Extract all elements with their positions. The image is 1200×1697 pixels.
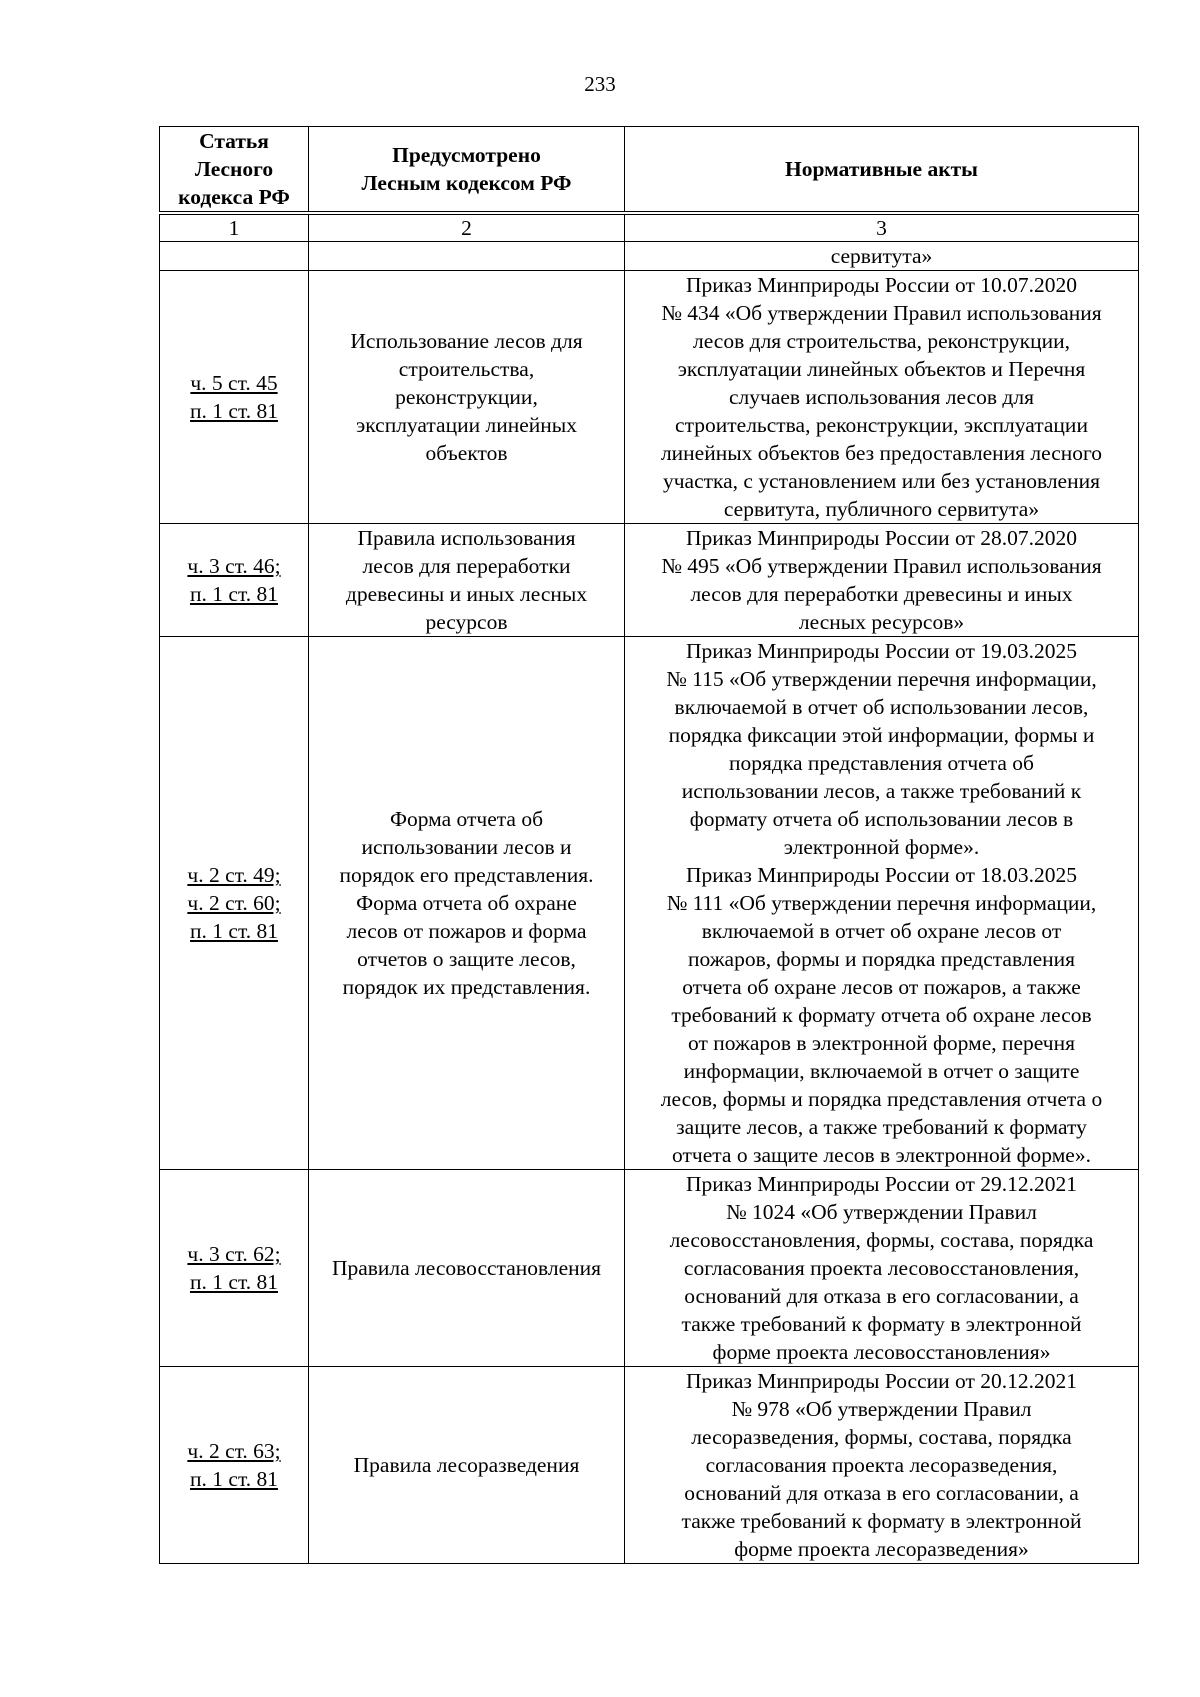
table-row: [160, 242, 1139, 271]
normative-act-text: Приказ Минприроды России от 19.03.2025 № 115 «Об утверждении перечня информации, включаемой в отчет об использовании лесов, порядка фиксации этой информации, формы и порядка представления отчета об использовании лесов, а также требований к формату отчета об использовании лесов в электронной форме». Приказ Минприроды России от 18.03.2025 № 111 «Об утверждении перечня информации, включаемой в отчет об охране лесов от пожаров, формы и порядка представления отчета об охране лесов от пожаров, а также требований к формату отчета об охране лесов от пожаров в электронной форме, перечня информации, включаемой в отчет о защите лесов, формы и порядка представления отчета о защите лесов, а также требований к формату отчета о защите лесов в электронной форме».: [625, 637, 1139, 1170]
provision-text: Правила использования лесов для переработки древесины и иных лесных ресурсов: [309, 524, 625, 637]
column-number: 2: [309, 213, 625, 242]
normative-act-text: сервитута»: [625, 242, 1139, 271]
table-row: [160, 1170, 1139, 1367]
page-number: 233: [584, 72, 616, 96]
table-header-row: [160, 127, 1139, 214]
article-references: [160, 637, 309, 1170]
table-row: [160, 524, 1139, 637]
provision-text: [309, 242, 625, 271]
column-number-row: [160, 213, 1139, 242]
article-link[interactable]: п. 1 ст. 81: [190, 1270, 278, 1294]
provision-text: Правила лесовосстановления: [309, 1170, 625, 1367]
provision-text: Форма отчета об использовании лесов и порядок его представления. Форма отчета об охране лесов от пожаров и форма отчетов о защите лесов, порядок их представления.: [309, 637, 625, 1170]
normative-act-text: Приказ Минприроды России от 28.07.2020 № 495 «Об утверждении Правил использования лесов для переработки древесины и иных лесных ресурсов»: [625, 524, 1139, 637]
provision-text: Использование лесов для строительства, реконструкции, эксплуатации линейных объектов: [309, 271, 625, 524]
article-references: [160, 1367, 309, 1564]
table-row: [160, 271, 1139, 524]
column-number: 3: [625, 213, 1139, 242]
header-article: Статья Лесного кодекса РФ: [160, 127, 309, 214]
provision-text: Правила лесоразведения: [309, 1367, 625, 1564]
normative-act-text: Приказ Минприроды России от 20.12.2021 № 978 «Об утверждении Правил лесоразведения, формы, состава, порядка согласования проекта лесоразведения, оснований для отказа в его согласовании, а также требований к формату в электронной форме проекта лесоразведения»: [625, 1367, 1139, 1564]
header-normative-acts: Нормативные акты: [625, 127, 1139, 214]
article-references: [160, 524, 309, 637]
normative-act-text: Приказ Минприроды России от 29.12.2021 № 1024 «Об утверждении Правил лесовосстановления, формы, состава, порядка согласования проекта лесовосстановления, оснований для отказа в его согласовании, а также требований к формату в электронной форме проекта лесовосстановления»: [625, 1170, 1139, 1367]
normative-act-text: Приказ Минприроды России от 10.07.2020 № 434 «Об утверждении Правил использования лесов для строительства, реконструкции, эксплуатации линейных объектов и Перечня случаев использования лесов для строительства, реконструкции, эксплуатации линейных объектов без предоставления лесного участка, с установлением или без установления сервитута, публичного сервитута»: [625, 271, 1139, 524]
article-link[interactable]: ч. 2 ст. 60;: [187, 891, 281, 915]
article-link[interactable]: п. 1 ст. 81: [190, 582, 278, 606]
article-link[interactable]: ч. 3 ст. 46;: [187, 554, 281, 578]
normative-acts-table: [159, 126, 1139, 1564]
column-number: 1: [160, 213, 309, 242]
header-provision: Предусмотрено Лесным кодексом РФ: [309, 127, 625, 214]
article-link[interactable]: ч. 2 ст. 49;: [187, 863, 281, 887]
table-row: [160, 637, 1139, 1170]
article-references: [160, 271, 309, 524]
article-link[interactable]: ч. 3 ст. 62;: [187, 1242, 281, 1266]
article-link[interactable]: п. 1 ст. 81: [190, 399, 278, 423]
article-link[interactable]: ч. 2 ст. 63;: [187, 1439, 281, 1463]
article-link[interactable]: п. 1 ст. 81: [190, 919, 278, 943]
article-references: [160, 242, 309, 271]
article-link[interactable]: п. 1 ст. 81: [190, 1467, 278, 1491]
table-row: [160, 1367, 1139, 1564]
article-references: [160, 1170, 309, 1367]
article-link[interactable]: ч. 5 ст. 45: [190, 371, 278, 395]
